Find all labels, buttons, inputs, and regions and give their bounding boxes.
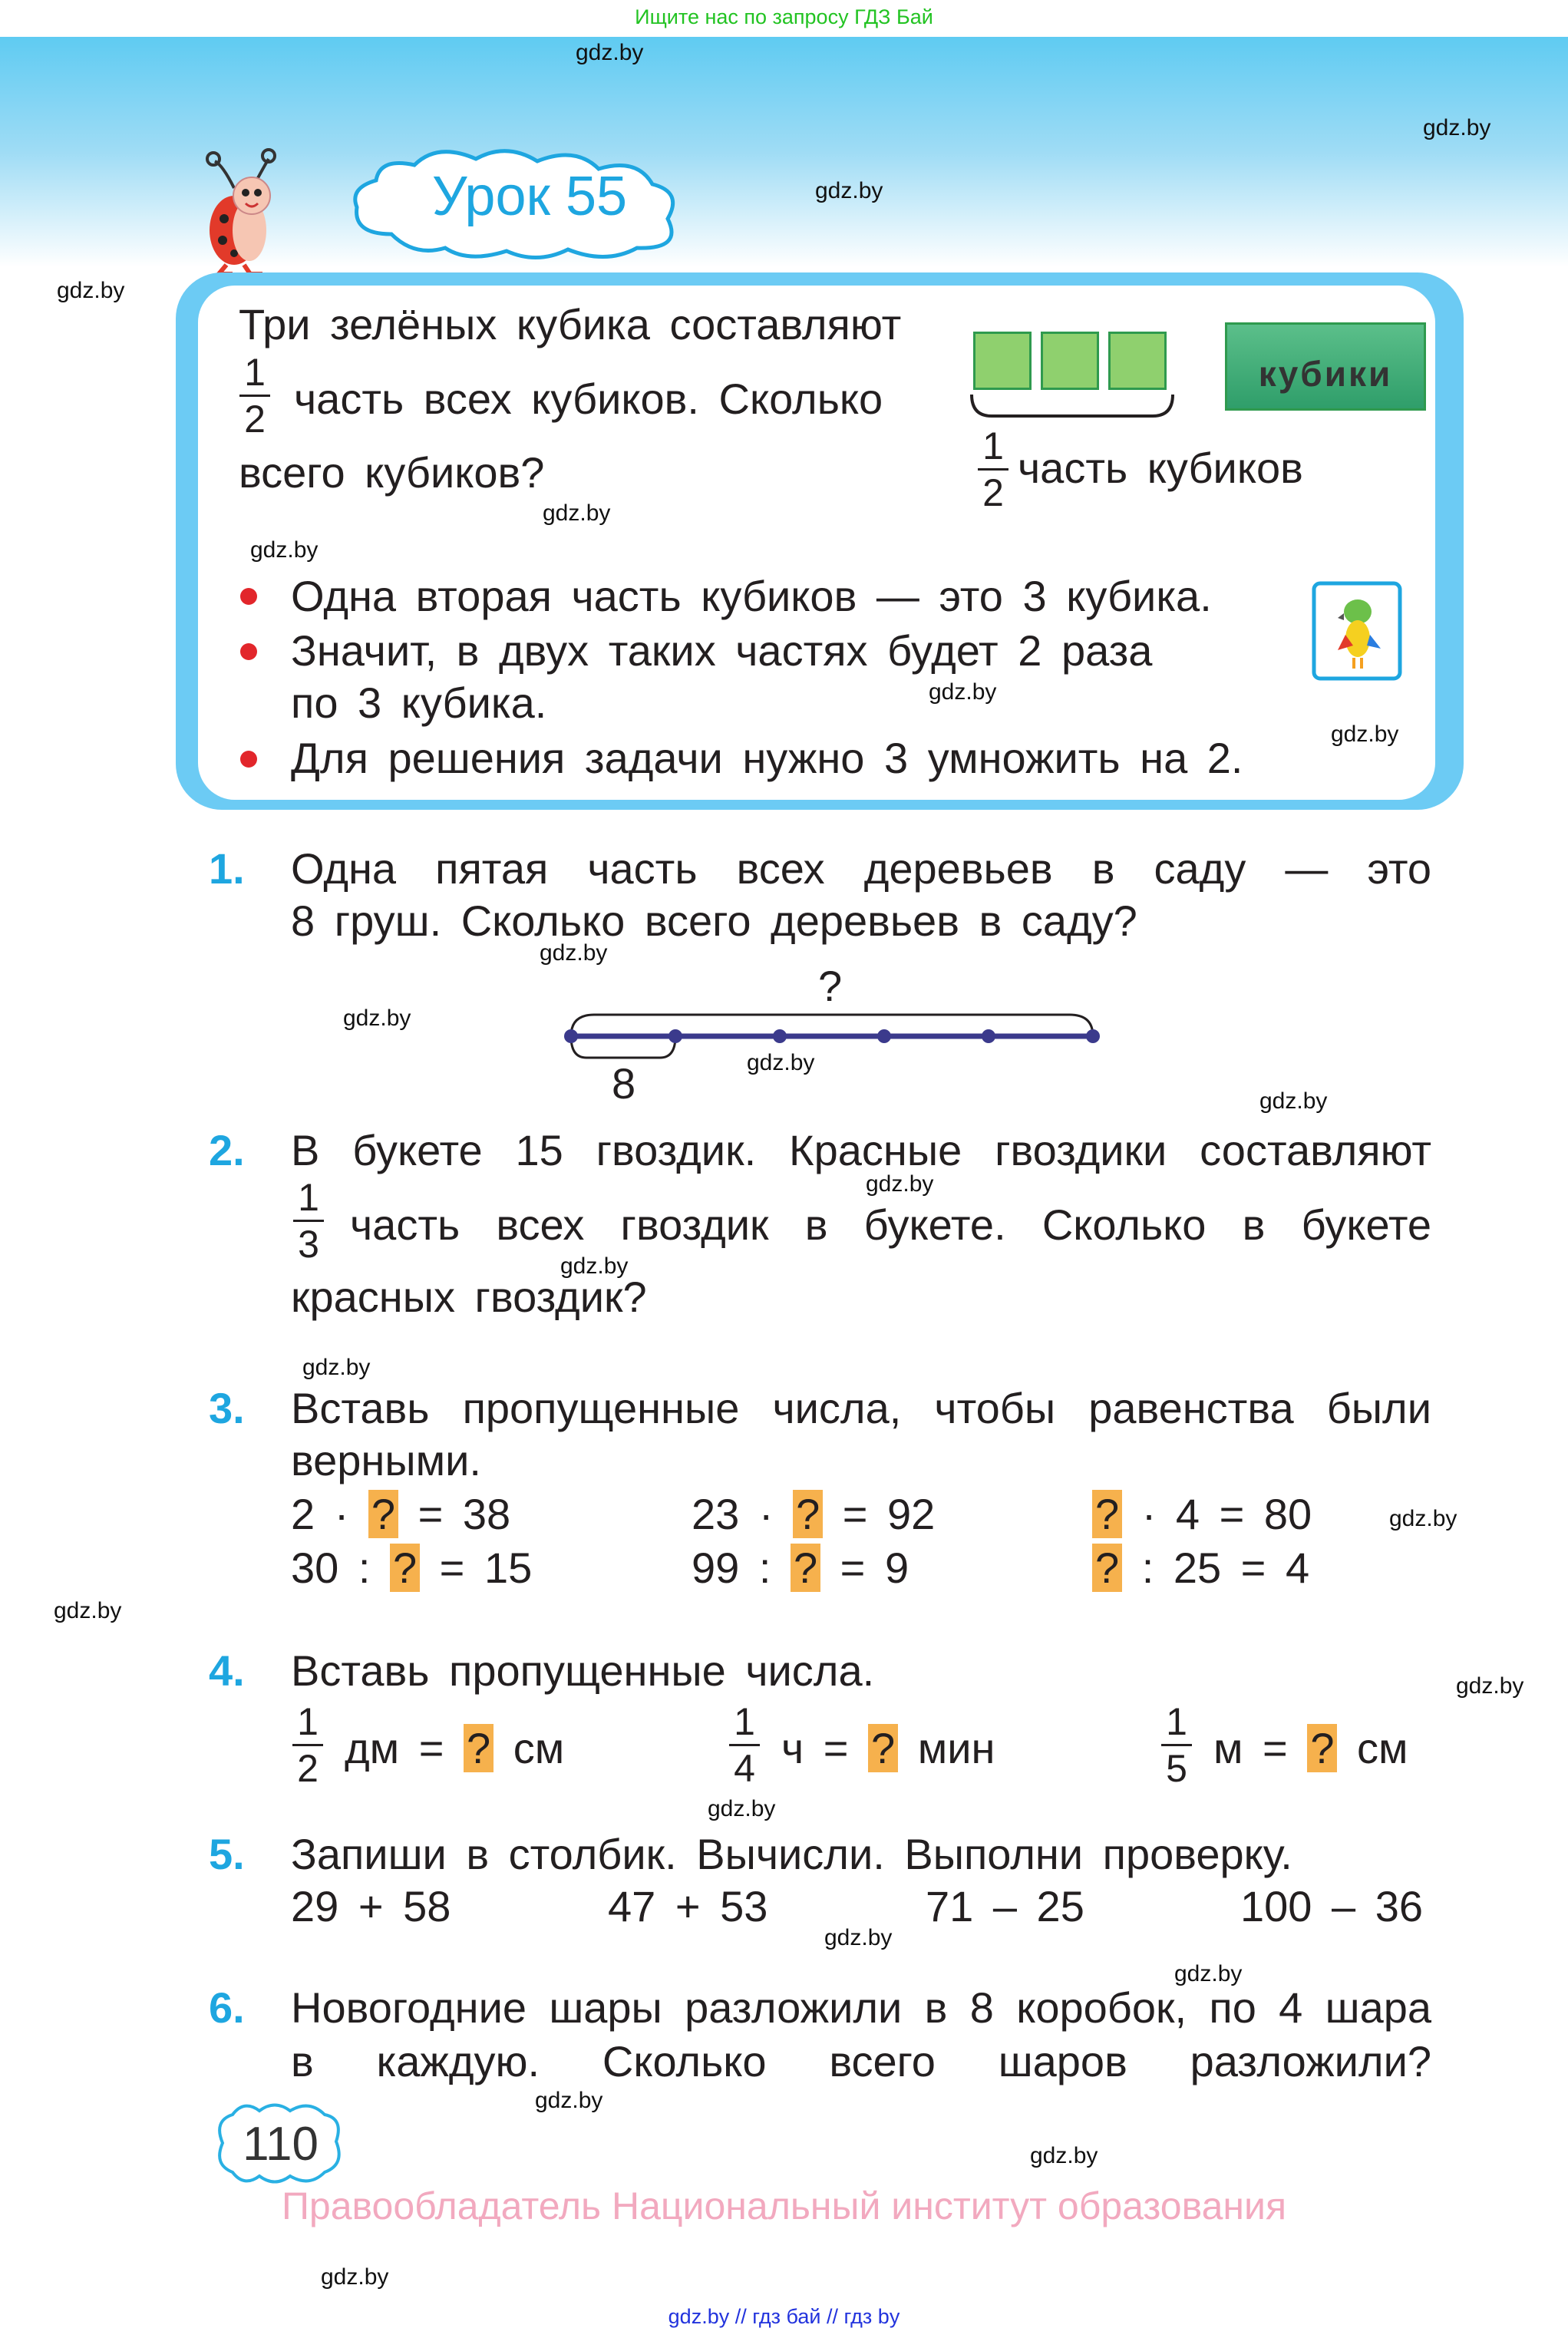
fraction-bar [293,1220,324,1222]
watermark-text: gdz.by [866,1171,934,1197]
watermark-text: gdz.by [540,940,608,966]
task2-line3: красных гвоздик? [291,1273,647,1321]
task3-equation [291,1491,510,1537]
task-number-5: 5. [209,1830,245,1878]
task3-equation [1092,1545,1309,1591]
watermark-text: gdz.by [1331,722,1399,747]
watermark-text: gdz.by [560,1253,629,1279]
fraction-numerator: 1 [297,1700,319,1743]
footer-link-gdz[interactable]: gdz.by [668,2305,730,2328]
unit-text: м = [1213,1724,1308,1772]
watermark-text: gdz.by [929,679,997,705]
task-number-6: 6. [209,1983,245,2032]
task5-expr-2: 47 + 53 [608,1882,768,1930]
segment-point [877,1029,891,1043]
ladybug-mascot-icon [192,142,299,276]
equation-part: 30 : [291,1544,390,1592]
unit-text: см [1337,1724,1408,1772]
watermark-text: gdz.by [708,1796,776,1821]
rule-bullet-3: Для решения задачи нужно 3 умножить на 2. [291,734,1243,782]
task3-equation [291,1545,532,1591]
unit-text: дм = [345,1724,464,1772]
bullet-icon [240,588,257,605]
equation-part: = 15 [420,1544,533,1592]
parrot-icon [1312,581,1402,681]
rule-text-line2: часть всех кубиков. Сколько [294,375,883,423]
rule-bullet-2: Значит, в двух таких частях будет 2 раза [291,626,1153,675]
task2-line2: часть всех гвоздик в букете. Сколько в букете [350,1200,1431,1249]
equation-part: 23 · [692,1490,794,1538]
segment-point [773,1029,787,1043]
bullet-icon [240,643,257,660]
task-number-4: 4. [209,1646,245,1695]
watermark-text: gdz.by [824,1925,893,1950]
watermark-text: gdz.by [543,500,611,526]
unit-text: см [494,1724,565,1772]
task4-line1: Вставь пропущенные числа. [291,1646,875,1695]
fraction-denominator: 2 [982,471,1004,514]
fraction-numerator: 1 [734,1700,755,1743]
missing-number-box[interactable]: ? [868,1724,898,1772]
fraction-denominator: 3 [298,1223,319,1266]
segment-point [564,1029,578,1043]
missing-number-box[interactable]: ? [464,1724,494,1772]
task6-line2: в каждую. Сколько всего шаров разложили? [291,2037,1431,2085]
task3-equation [1092,1491,1312,1537]
footer-link-gdz-bai[interactable]: гдз бай [752,2305,821,2328]
task4-conversion [781,1725,995,1772]
footer-link-gdz-by[interactable]: гдз by [843,2305,900,2328]
task2-line1: В букете 15 гвоздик. Красные гвоздики составляют [291,1126,1431,1174]
watermark-text: gdz.by [343,1006,411,1031]
fraction-numerator: 1 [244,351,266,394]
rule-text-line1: Три зелёных кубика составляют [239,300,902,348]
cube-box-label: кубики [1258,354,1393,394]
watermark-text: gdz.by [321,2264,389,2290]
lesson-title: Урок 55 [431,166,628,227]
rule-bullet-1: Одна вторая часть кубиков — это 3 кубика. [291,572,1212,620]
watermark-text: gdz.by [54,1598,122,1623]
equation-part: : 25 = 4 [1122,1544,1310,1592]
task4-conversion [1213,1725,1408,1772]
watermark-text: gdz.by [747,1050,815,1075]
unit-text: мин [898,1724,995,1772]
task6-line1: Новогодние шары разложили в 8 коробок, по 4 шара [291,1983,1431,2032]
fraction-denominator: 2 [297,1747,319,1790]
rule-bullet-2-cont: по 3 кубика. [291,679,547,727]
watermark-text: gdz.by [1389,1506,1457,1531]
fraction-denominator: 5 [1166,1747,1187,1790]
task5-expr-4: 100 – 36 [1240,1882,1423,1930]
missing-number-box[interactable]: ? [390,1544,420,1592]
task5-line1: Запиши в столбик. Вычисли. Выполни проверку. [291,1830,1292,1878]
segment-point [1086,1029,1100,1043]
watermark-text: gdz.by [576,40,644,65]
equation-part: = 92 [823,1490,936,1538]
green-cube-icon [973,332,1032,390]
part-fraction [978,424,1008,514]
fraction-bar [239,395,270,397]
footer-separator: // [827,2305,839,2328]
task5-expr-3: 71 – 25 [926,1882,1084,1930]
brace-icon [969,393,1176,424]
missing-number-box[interactable]: ? [793,1490,823,1538]
diagram-part-label: 8 [612,1059,636,1108]
part-brace [571,1036,675,1058]
missing-number-box[interactable]: ? [368,1490,398,1538]
watermark-text: gdz.by [302,1355,371,1380]
watermark-text: gdz.by [1423,115,1491,140]
watermark-text: gdz.by [1259,1088,1328,1114]
fraction-bar [729,1744,760,1746]
segment-point [982,1029,995,1043]
task5-expr-1: 29 + 58 [291,1882,451,1930]
task4-fraction [729,1702,760,1788]
watermark-text: gdz.by [1174,1961,1243,1986]
rule-text-line3: всего кубиков? [239,448,545,497]
watermark-text: gdz.by [250,537,319,563]
green-cube-icon [1108,332,1167,390]
task1-line1: Одна пятая часть всех деревьев в саду — это [291,844,1431,893]
task3-line1: Вставь пропущенные числа, чтобы равенства были [291,1384,1431,1432]
equation-part: 99 : [692,1544,791,1592]
part-label: часть кубиков [1018,444,1303,492]
bullet-icon [240,751,257,768]
equation-part: · 4 = 80 [1122,1490,1312,1538]
missing-number-box[interactable]: ? [1092,1544,1122,1592]
footer-separator: // [734,2305,747,2328]
task4-fraction [1161,1702,1192,1788]
missing-number-box[interactable]: ? [791,1544,820,1592]
watermark-text: gdz.by [57,278,125,303]
fraction-denominator: 4 [734,1747,755,1790]
top-banner[interactable]: Ищите нас по запросу ГДЗ Бай [635,5,933,28]
task3-equation [692,1545,909,1591]
unit-text: ч = [781,1724,868,1772]
task2-fraction [293,1176,324,1266]
task-number-2: 2. [209,1126,245,1174]
total-brace [571,1015,1093,1036]
missing-number-box[interactable]: ? [1092,1490,1122,1538]
segment-point [668,1029,682,1043]
watermark-text: gdz.by [815,178,883,203]
equation-part: 2 · [291,1490,368,1538]
task-number-1: 1. [209,844,245,893]
segment-diagram [560,1006,1105,1067]
copyright-notice: Правообладатель Национальный институт образования [281,2184,1287,2227]
diagram-total-label: ? [818,962,843,1010]
task-number-3: 3. [209,1384,245,1432]
fraction-denominator: 2 [244,398,266,441]
green-cube-icon [1041,332,1099,390]
equation-part: = 9 [820,1544,909,1592]
task4-conversion [345,1725,564,1772]
rule-fraction [239,351,270,441]
watermark-text: gdz.by [535,2088,603,2113]
equation-part: = 38 [398,1490,511,1538]
fraction-numerator: 1 [298,1176,319,1219]
watermark-text: gdz.by [1456,1673,1524,1699]
footer-links [0,2305,1568,2329]
fraction-numerator: 1 [1166,1700,1187,1743]
missing-number-box[interactable]: ? [1307,1724,1337,1772]
page-number: 110 [243,2118,319,2171]
task4-fraction [292,1702,323,1788]
task3-line2: верными. [291,1436,481,1484]
fraction-bar [1161,1744,1192,1746]
fraction-bar [978,468,1008,471]
watermark-text: gdz.by [1030,2143,1098,2168]
fraction-numerator: 1 [982,424,1004,467]
task1-line2: 8 груш. Сколько всего деревьев в саду? [291,897,1137,945]
fraction-bar [292,1744,323,1746]
task3-equation [692,1491,935,1537]
